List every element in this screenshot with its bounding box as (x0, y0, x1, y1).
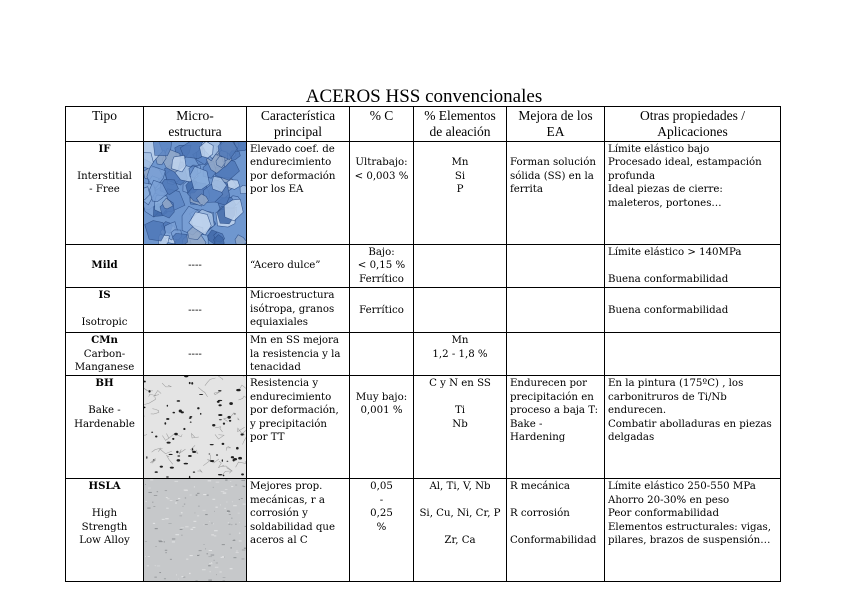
caracteristica-cell-line: aceros al C (250, 535, 308, 547)
elementos-cell-line: Si, Cu, Ni, Cr, P (419, 508, 501, 520)
table-row-mild (66, 245, 781, 288)
caracteristica-cell-line: por los EA (250, 184, 304, 196)
mejora-cell-line: Endurecen por (510, 378, 588, 390)
otras-cell-line: carbonitruros de Ti/Nb (608, 391, 727, 403)
elementos-cell-line: C y N en SS (429, 378, 491, 390)
caracteristica-cell-line: por deformación, (250, 405, 339, 417)
caracteristica-cell-line: Mejores prop. (250, 481, 323, 493)
tipo-cell (66, 333, 144, 376)
otras-cell-line: Límite elástico > 140MPa (608, 247, 742, 258)
otras-cell-line: profunda (608, 170, 656, 182)
otras-cell-line: delgadas (608, 432, 655, 444)
carbono-cell (350, 245, 414, 288)
elementos-cell (414, 245, 507, 288)
elementos-cell-line (417, 391, 503, 404)
otras-cell-line: Peor conformabilidad (608, 508, 719, 520)
steel-table (65, 106, 781, 582)
header-otras: Otras propiedades / Aplicaciones (605, 107, 781, 142)
tipo-cell (66, 479, 144, 582)
caracteristica-cell (247, 479, 350, 582)
otras-cell-line: Elementos estructurales: vigas, (608, 521, 772, 533)
mejora-cell-line: Bake - (510, 418, 543, 430)
carbono-cell-line: Ferrítico (359, 304, 404, 316)
carbono-cell-line: 0,001 % (360, 405, 403, 417)
mejora-cell (507, 288, 605, 333)
mejora-cell (507, 245, 605, 288)
tipo-cell (66, 245, 144, 288)
carbono-cell-line: Ultrabajo: (355, 157, 408, 169)
mejora-cell-line: Conformabilidad (510, 535, 597, 547)
caracteristica-cell (247, 333, 350, 376)
caracteristica-cell-line: por TT (250, 432, 285, 444)
mejora-cell-line: R mecánica (510, 481, 570, 493)
carbono-cell (350, 479, 414, 582)
tipo-code: BH (95, 377, 114, 390)
caracteristica-cell-line: Resistencia y (250, 378, 319, 390)
tipo-name-line (69, 494, 140, 507)
caracteristica-cell-line: corrosión y (250, 508, 308, 520)
otras-cell (605, 142, 781, 245)
otras-cell-line: Buena conformabilidad (608, 304, 729, 316)
otras-cell (605, 288, 781, 333)
otras-cell (605, 376, 781, 479)
carbono-cell-line (353, 377, 410, 390)
table-row-if (66, 142, 781, 245)
header-tipo: Tipo (66, 107, 144, 142)
carbono-cell (350, 142, 414, 245)
table-row-is (66, 288, 781, 333)
tipo-name-line: Carbon- (83, 348, 126, 360)
mejora-cell-line (510, 494, 601, 507)
microestructura-cell (144, 376, 247, 479)
mejora-cell (507, 333, 605, 376)
header-mejora: Mejora de los EA (507, 107, 605, 142)
tipo-name-line: Bake - (88, 405, 121, 417)
tipo-name-line (69, 156, 140, 169)
tipo-name-line (69, 391, 140, 404)
tipo-code: Mild (91, 259, 118, 272)
carbono-cell-line: < 0,15 % (357, 260, 406, 272)
caracteristica-cell (247, 142, 350, 245)
microestructura-cell (144, 142, 247, 245)
tipo-name-line (69, 303, 140, 316)
microstructure-image (144, 479, 246, 581)
otras-cell (605, 479, 781, 582)
microestructura-cell: ---- (144, 288, 247, 333)
carbono-cell-line: Bajo: (368, 247, 395, 258)
mejora-cell (507, 376, 605, 479)
elementos-cell-line: Ti (454, 405, 466, 417)
elementos-cell (414, 142, 507, 245)
elementos-cell-line: P (456, 184, 464, 196)
caracteristica-cell (247, 245, 350, 288)
mejora-cell-line: ferrita (510, 184, 543, 196)
mejora-cell-line (510, 521, 601, 534)
elementos-cell-line (417, 494, 503, 507)
carbono-cell-line: Muy bajo: (355, 391, 408, 403)
otras-cell-line (608, 259, 777, 272)
tipo-code: IF (98, 143, 111, 155)
caracteristica-cell (247, 288, 350, 333)
table-row-hsla (66, 479, 781, 582)
elementos-cell-line: Mn (451, 157, 469, 169)
carbono-cell-line: % (376, 521, 387, 533)
table-row-bh (66, 376, 781, 479)
carbono-cell-line: - (379, 494, 384, 506)
tipo-name-line: Low Alloy (79, 535, 130, 547)
caracteristica-cell-line: mecánicas, r a (250, 494, 325, 506)
carbono-cell (350, 333, 414, 376)
header-elementos: % Elementos de aleación (414, 107, 507, 142)
header-caracteristica: Característica principal (247, 107, 350, 142)
caracteristica-cell-line: Elevado coef. de (250, 144, 335, 155)
otras-cell-line: Ideal piezas de cierre: (608, 184, 723, 196)
elementos-cell-line: Si (454, 170, 466, 182)
caracteristica-cell-line: la resistencia y la (250, 348, 341, 360)
otras-cell-line: Límite elástico bajo (608, 144, 710, 155)
carbono-cell-line: Ferrítico (359, 273, 404, 285)
otras-cell-line: Buena conformabilidad (608, 273, 729, 285)
mejora-cell-line: sólida (SS) en la (510, 170, 594, 182)
caracteristica-cell-line: “Acero dulce” (250, 260, 321, 272)
tipo-name-line: Hardenable (74, 418, 135, 430)
mejora-cell-line: precipitación en (510, 391, 594, 403)
otras-cell-line: endurecen. (608, 405, 667, 417)
elementos-cell-line (417, 521, 503, 534)
elementos-cell-line: Al, Ti, V, Nb (429, 481, 491, 493)
caracteristica-cell-line: endurecimiento (250, 157, 332, 169)
tipo-name-line: Manganese (74, 362, 135, 374)
carbono-cell-line: 0,25 (370, 508, 393, 520)
microestructura-cell (144, 479, 247, 582)
tipo-cell (66, 142, 144, 245)
otras-cell (605, 245, 781, 288)
otras-cell-line: En la pintura (175ºC) , los (608, 378, 744, 390)
elementos-cell-line: Zr, Ca (444, 535, 476, 547)
tipo-cell (66, 288, 144, 333)
otras-cell-line: Ahorro 20-30% en peso (608, 494, 730, 506)
carbono-cell (350, 288, 414, 333)
mejora-cell-line: Forman solución (510, 157, 596, 169)
tipo-code: HSLA (88, 480, 121, 493)
elementos-cell-line (417, 143, 503, 156)
caracteristica-cell-line: tenacidad (250, 362, 301, 374)
otras-cell-line: Procesado ideal, estampación (608, 157, 762, 169)
elementos-cell (414, 376, 507, 479)
microstructure-image (144, 376, 246, 478)
carbono-cell-line: 0,05 (370, 481, 393, 493)
mejora-cell-line: R corrosión (510, 508, 570, 520)
elementos-cell-line: Mn (451, 335, 469, 347)
tipo-cell (66, 376, 144, 479)
header-carbono: % C (350, 107, 414, 142)
caracteristica-cell-line: Microestructura (250, 290, 335, 302)
elementos-cell-line: Nb (452, 418, 468, 430)
caracteristica-cell-line: soldabilidad que (250, 521, 335, 533)
carbono-cell-line: < 0,003 % (354, 170, 409, 182)
elementos-cell-line: 1,2 - 1,8 % (432, 348, 488, 360)
microstructure-image (144, 142, 246, 244)
mejora-cell-line: proceso a baja T: (510, 405, 599, 417)
elementos-cell (414, 288, 507, 333)
caracteristica-cell (247, 376, 350, 479)
caracteristica-cell-line: por deformación (250, 170, 336, 182)
otras-cell (605, 333, 781, 376)
microestructura-cell: ---- (144, 245, 247, 288)
mejora-cell (507, 142, 605, 245)
elementos-cell (414, 333, 507, 376)
mejora-cell-line: Hardening (510, 432, 566, 444)
caracteristica-cell-line: isótropa, granos (250, 303, 335, 315)
carbono-cell (350, 376, 414, 479)
header-microestructura: Micro- estructura (144, 107, 247, 142)
header-row (66, 107, 781, 142)
carbono-cell-line (353, 143, 410, 156)
tipo-name-line: Isotropic (81, 317, 128, 329)
tipo-name-line: Strength (81, 521, 128, 533)
otras-cell-line: pilares, brazos de suspensión… (608, 535, 771, 547)
tipo-name-line: High (91, 508, 118, 520)
elementos-cell (414, 479, 507, 582)
otras-cell-line: Límite elástico 250-550 MPa (608, 481, 756, 493)
otras-cell-line: Combatir abolladuras en piezas (608, 418, 772, 430)
caracteristica-cell-line: endurecimiento (250, 391, 332, 403)
tipo-code: CMn (91, 334, 118, 347)
caracteristica-cell-line: y precipitación (250, 418, 327, 430)
caracteristica-cell-line: equiaxiales (250, 317, 309, 329)
mejora-cell-line (510, 143, 601, 156)
microestructura-cell: ---- (144, 333, 247, 376)
page-title: ACEROS HSS convencionales (305, 86, 543, 107)
table-row-cmn (66, 333, 781, 376)
tipo-name-line: - Free (89, 184, 120, 196)
tipo-code: IS (98, 289, 111, 302)
caracteristica-cell-line: Mn en SS mejora (250, 335, 340, 347)
tipo-name-line: Interstitial (77, 170, 132, 182)
otras-cell-line: maleteros, portones… (608, 197, 722, 209)
mejora-cell (507, 479, 605, 582)
